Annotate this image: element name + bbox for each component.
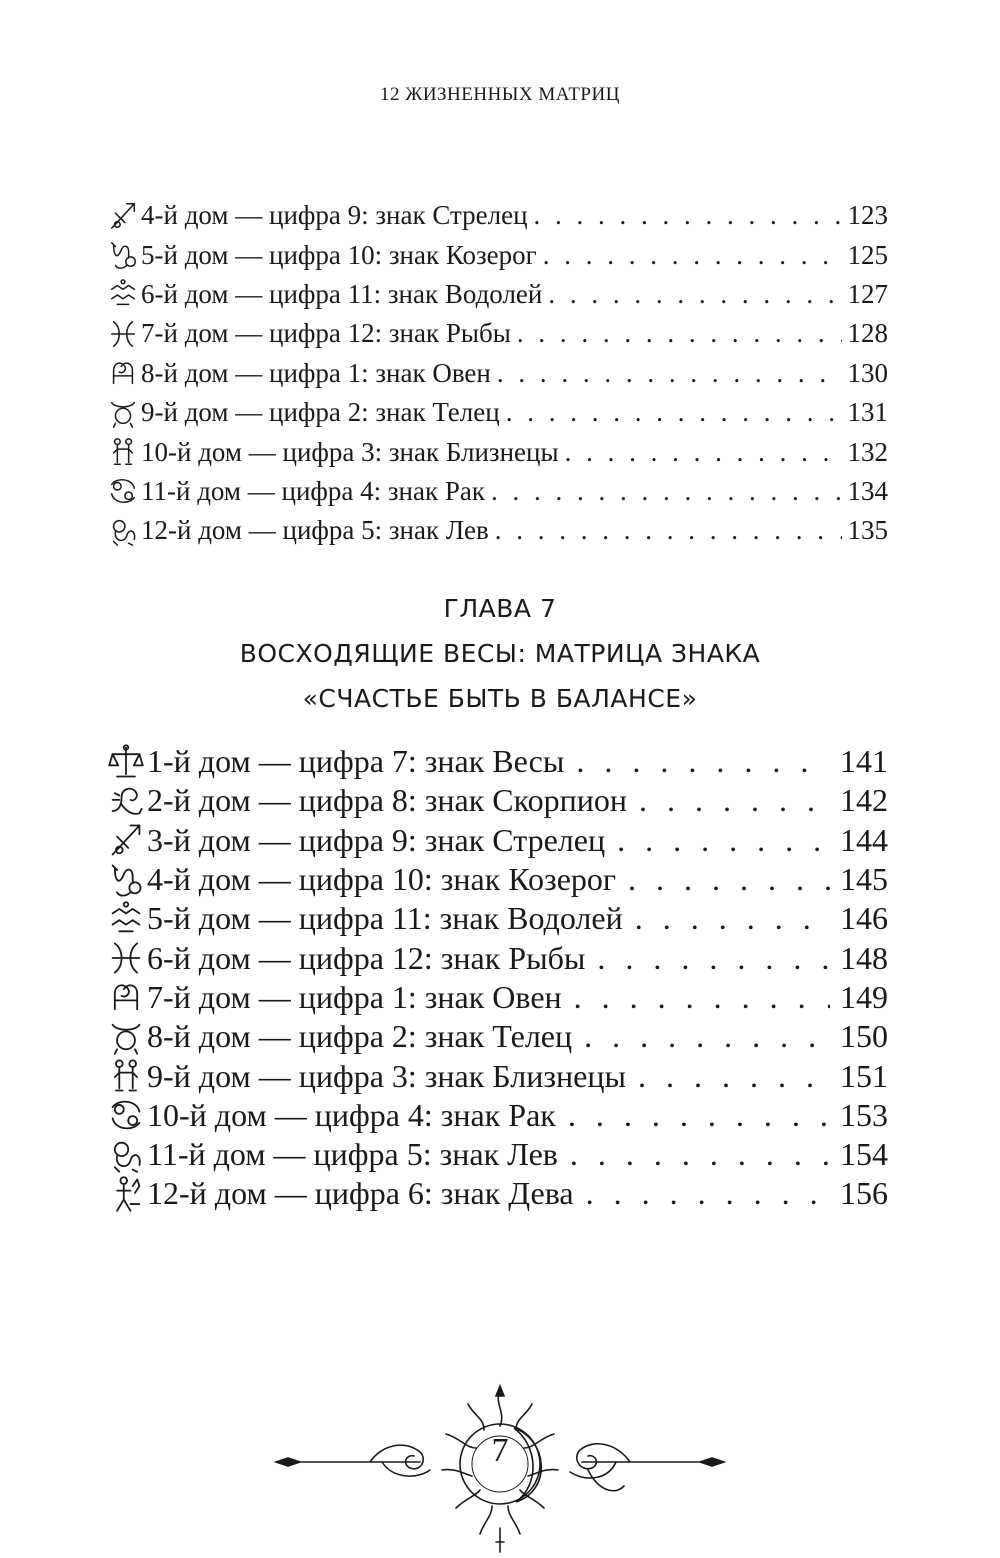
toc-entry-title: 10-й дом — цифра 3: знак Близнецы — [141, 436, 559, 467]
pisces-icon — [106, 318, 140, 350]
toc-entry-page: 150 — [840, 1018, 888, 1055]
dot-leader — [628, 861, 830, 898]
chapter-title: ВОСХОДЯЩИЕ ВЕСЫ: МАТРИЦА ЗНАКА — [239, 639, 761, 668]
dot-leader — [584, 1018, 830, 1055]
dot-leader — [495, 515, 842, 546]
toc-entry[interactable] — [106, 938, 888, 977]
capricorn-icon — [106, 239, 140, 271]
toc-entry-page: 151 — [840, 1057, 888, 1094]
toc-entry[interactable] — [106, 1135, 888, 1174]
scorpio-icon — [106, 782, 146, 820]
chapter-number: ГЛАВА 7 — [443, 594, 557, 623]
sagittarius-icon — [106, 821, 146, 859]
toc-entry-title: 12-й дом — цифра 6: знак Дева — [147, 1175, 574, 1212]
toc-entry-page: 156 — [840, 1175, 888, 1212]
dot-leader — [639, 782, 830, 819]
toc-entry-title: 7-й дом — цифра 1: знак Овен — [147, 978, 562, 1015]
toc-entry-title: 4-й дом — цифра 9: знак Стрелец — [141, 200, 528, 231]
toc-entry-page: 148 — [840, 939, 888, 976]
dot-leader — [597, 940, 830, 977]
dot-leader — [543, 240, 842, 271]
virgo-icon — [106, 1175, 146, 1213]
toc-entry-title: 12-й дом — цифра 5: знак Лев — [141, 515, 489, 546]
toc-entry[interactable] — [106, 860, 888, 899]
toc-entry[interactable] — [106, 1174, 888, 1213]
toc-entry-page: 153 — [840, 1096, 888, 1133]
gemini-icon — [106, 436, 140, 468]
toc-entry-title: 9-й дом — цифра 2: знак Телец — [141, 397, 500, 428]
dot-leader — [497, 358, 842, 389]
toc-list-continued — [106, 196, 888, 551]
toc-list-chapter-7 — [106, 742, 888, 1214]
libra-icon — [106, 743, 146, 781]
toc-entry-title: 10-й дом — цифра 4: знак Рак — [147, 1096, 556, 1133]
toc-entry[interactable] — [106, 196, 888, 235]
aquarius-icon — [106, 900, 146, 938]
toc-entry[interactable] — [106, 275, 888, 314]
dot-leader — [586, 1175, 830, 1212]
pisces-icon — [106, 939, 146, 977]
toc-entry-page: 127 — [847, 278, 888, 309]
dot-leader — [576, 743, 830, 780]
toc-entry[interactable] — [106, 978, 888, 1017]
cancer-icon — [106, 1096, 146, 1134]
toc-entry[interactable] — [106, 821, 888, 860]
toc-entry-page: 149 — [840, 978, 888, 1015]
dot-leader — [638, 1058, 830, 1095]
toc-entry-page: 144 — [840, 821, 888, 858]
toc-entry-page: 128 — [847, 318, 888, 349]
dot-leader — [548, 279, 841, 310]
toc-entry-title: 2-й дом — цифра 8: знак Скорпион — [147, 782, 627, 819]
toc-entry[interactable] — [106, 1017, 888, 1056]
toc-entry-title: 6-й дом — цифра 12: знак Рыбы — [147, 939, 586, 976]
toc-entry[interactable] — [106, 899, 888, 938]
toc-entry-page: 134 — [847, 475, 888, 506]
dot-leader — [517, 318, 842, 349]
toc-entry[interactable] — [106, 472, 888, 511]
toc-entry-page: 146 — [840, 900, 888, 937]
toc-entry-page: 154 — [840, 1136, 888, 1173]
toc-entry-page: 130 — [847, 357, 888, 388]
dot-leader — [534, 200, 842, 231]
toc-entry-title: 11-й дом — цифра 5: знак Лев — [147, 1136, 558, 1173]
toc-entry-page: 145 — [840, 861, 888, 898]
dot-leader — [617, 822, 830, 859]
toc-entry-title: 8-й дом — цифра 2: знак Телец — [147, 1018, 573, 1055]
dot-leader — [506, 397, 842, 428]
chapter-heading — [0, 586, 1000, 721]
page-number: 7 — [491, 1432, 509, 1469]
chapter-subtitle: «СЧАСТЬЕ БЫТЬ В БАЛАНСЕ» — [302, 684, 698, 713]
toc-entry-title: 5-й дом — цифра 11: знак Водолей — [147, 900, 623, 937]
toc-entry[interactable] — [106, 781, 888, 820]
dot-leader — [570, 1136, 830, 1173]
toc-entry-page: 125 — [847, 239, 888, 270]
toc-entry[interactable] — [106, 314, 888, 353]
toc-entry-title: 11-й дом — цифра 4: знак Рак — [141, 475, 485, 506]
toc-entry-title: 7-й дом — цифра 12: знак Рыбы — [141, 318, 511, 349]
taurus-icon — [106, 397, 140, 429]
toc-entry-title: 8-й дом — цифра 1: знак Овен — [141, 357, 491, 388]
toc-entry[interactable] — [106, 235, 888, 274]
dot-leader — [491, 476, 842, 507]
cancer-icon — [106, 475, 140, 507]
toc-entry-title: 6-й дом — цифра 11: знак Водолей — [141, 278, 543, 309]
toc-entry-page: 141 — [840, 743, 888, 780]
dot-leader — [635, 900, 830, 937]
toc-entry[interactable] — [106, 432, 888, 471]
toc-entry-title: 3-й дом — цифра 9: знак Стрелец — [147, 821, 606, 858]
sagittarius-icon — [106, 200, 140, 232]
toc-entry-page: 131 — [847, 397, 888, 428]
toc-entry[interactable] — [106, 1096, 888, 1135]
toc-entry[interactable] — [106, 511, 888, 550]
aries-icon — [106, 978, 146, 1016]
toc-entry[interactable] — [106, 1056, 888, 1095]
dot-leader — [565, 437, 842, 468]
running-header: 12 ЖИЗНЕННЫХ МАТРИЦ — [380, 84, 620, 105]
toc-entry-title: 9-й дом — цифра 3: знак Близнецы — [147, 1057, 626, 1094]
dot-leader — [568, 1097, 830, 1134]
toc-entry-page: 132 — [847, 436, 888, 467]
dot-leader — [574, 979, 830, 1016]
toc-entry-page: 123 — [847, 200, 888, 231]
toc-entry-title: 4-й дом — цифра 10: знак Козерог — [147, 861, 617, 898]
taurus-icon — [106, 1018, 146, 1056]
gemini-icon — [106, 1057, 146, 1095]
toc-entry-title: 5-й дом — цифра 10: знак Козерог — [141, 239, 537, 270]
toc-entry-page: 135 — [847, 515, 888, 546]
aquarius-icon — [106, 278, 140, 310]
leo-icon — [106, 1136, 146, 1174]
toc-entry-title: 1-й дом — цифра 7: знак Весы — [147, 743, 565, 780]
toc-entry[interactable] — [106, 742, 888, 781]
leo-icon — [106, 515, 140, 547]
toc-entry-page: 142 — [840, 782, 888, 819]
toc-entry[interactable] — [106, 354, 888, 393]
aries-icon — [106, 357, 140, 389]
toc-entry[interactable] — [106, 393, 888, 432]
capricorn-icon — [106, 861, 146, 899]
